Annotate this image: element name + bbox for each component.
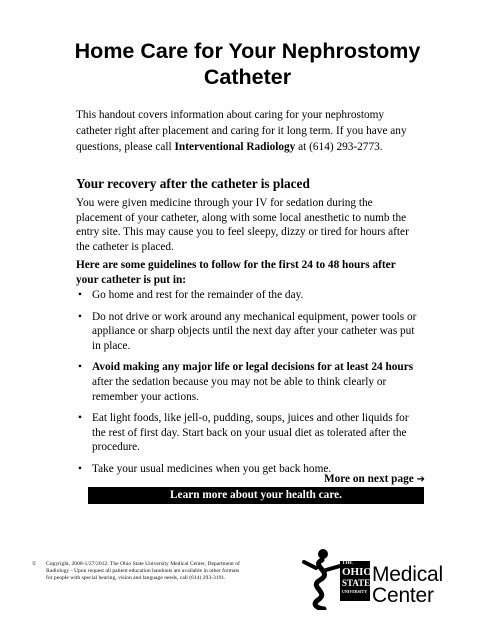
list-item-text: Take your usual medicines when you get back home. [92, 462, 332, 475]
list-item [76, 411, 418, 455]
copyright-text: Copyright, 2008-1/27/2012. The Ohio State University Medical Center, Department of Radiology - Upon request all patient education handouts are available in other formats for people with special hearing, vision and language needs, call (614) 293-3191. [46, 561, 240, 582]
list-item-bold: Avoid making any major life or legal decisions for at least 24 hours [92, 361, 414, 374]
guidelines-list [76, 288, 418, 484]
logo-center: Center [372, 584, 434, 607]
osu-ohio: OHIO [342, 566, 372, 578]
list-item-text: after the sedation because you may not be able to think clearly or remember your actions. [92, 375, 387, 403]
guidelines-heading: Here are some guidelines to follow for the first 24 to 48 hours after your catheter is put in: [76, 259, 396, 286]
logo-medical: Medical [372, 563, 443, 586]
section-heading: Your recovery after the catheter is placed [76, 176, 310, 191]
more-label: More on next page [323, 473, 414, 485]
title-line-2: Catheter [203, 65, 292, 89]
copyright-notice [32, 561, 242, 583]
bullet-icon: • [78, 361, 82, 374]
list-item-text: Go home and rest for the remainder of the day. [92, 289, 304, 301]
more-on-next-page [324, 473, 425, 485]
copyright-symbol: © [32, 561, 37, 567]
list-item [76, 310, 418, 354]
intro-text-before: This handout covers information about caring for your nephrostomy catheter right after placement and caring for it long term. If you have any questions, please call [76, 109, 407, 153]
ohio-state-block [340, 561, 370, 601]
bullet-icon: • [78, 462, 82, 475]
osu-the: THE [342, 561, 353, 566]
list-item [76, 360, 418, 404]
bullet-icon: • [78, 289, 82, 301]
learn-more-banner: Learn more about your health care. [88, 487, 424, 504]
intro-department-name: Interventional Radiology [174, 140, 296, 153]
page-title [0, 38, 495, 90]
intro-paragraph [76, 108, 416, 155]
arrow-right-icon: ➔ [416, 474, 425, 485]
osu-university: UNIVERSITY [342, 589, 368, 594]
recovery-paragraph: You were given medicine through your IV for sedation during the placement of your catheter, along with some local anesthetic to numb the entry site. This may cause you to feel sleepy, dizzy or tired for hours after the catheter is placed. [76, 197, 409, 253]
list-item-text: Eat light foods, like jell-o, pudding, soups, juices and other liquids for the rest of first day. Start back on your usual diet as tolerated after the procedure. [92, 412, 409, 454]
list-item [76, 288, 418, 303]
bullet-icon: • [78, 412, 82, 425]
figure-icon [300, 548, 344, 610]
title-line-1: Home Care for Your Nephrostomy [74, 39, 421, 63]
list-item-text: Do not drive or work around any mechanical equipment, power tools or appliance or sharp objects until the next day after your catheter was put in place. [92, 310, 417, 352]
medical-center-logo [300, 548, 443, 610]
intro-text-after: at (614) 293-2773. [295, 140, 383, 153]
bullet-icon: • [78, 310, 82, 323]
osu-state: STATE [342, 578, 371, 588]
